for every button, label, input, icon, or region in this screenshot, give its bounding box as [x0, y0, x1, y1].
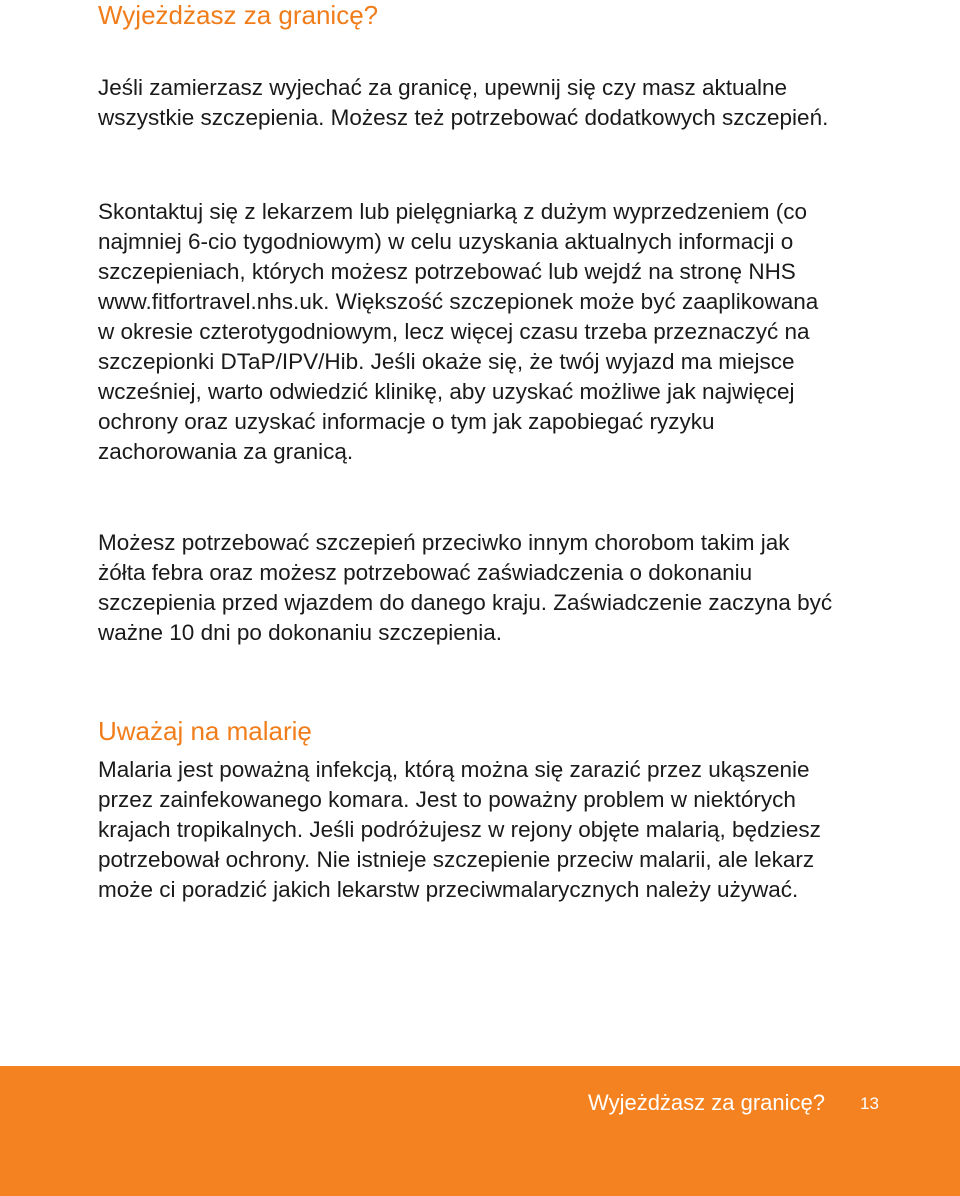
footer-title: Wyjeżdżasz za granicę? — [588, 1090, 826, 1115]
page-number: 13 — [860, 1094, 879, 1113]
paragraph-contact-doctor: Skontaktuj się z lekarzem lub pielęgniarką z dużym wyprzedzeniem (co najmniej 6-cio tygodniowym) w celu uzyskania aktualnych informacji o szczepieniach, których możesz potrzebować lub wejdź na stronę NHS www.fitfortravel.nhs.uk. Większość szczepionek może być zaaplikowana w okresie czterotygodniowym, lecz więcej czasu trzeba przeznaczyć na szczepionki DTaP/IPV/Hib. Jeśli okaże się, że twój wyjazd ma miejsce wcześniej, warto odwiedzić klinikę, aby uzyskać możliwe jak najwięcej ochrony oraz uzyskać informacje o tym jak zapobiegać ryzyku zachorowania za granicą. — [98, 199, 819, 464]
page-heading: Wyjeżdżasz za granicę? — [98, 0, 379, 30]
section-heading-malaria: Uważaj na malarię — [98, 716, 312, 746]
footer-bar — [0, 1066, 960, 1196]
paragraph-intro: Jeśli zamierzasz wyjechać za granicę, upewnij się czy masz aktualne wszystkie szczepienia. Możesz też potrzebować dodatkowych szczepień. — [98, 75, 829, 130]
paragraph-other-vaccines: Możesz potrzebować szczepień przeciwko innym chorobom takim jak żółta febra oraz możesz potrzebować zaświadczenia o dokonaniu szczepienia przed wjazdem do danego kraju. Zaświadczenie zaczyna być ważne 10 dni po dokonaniu szczepienia. — [98, 530, 833, 645]
paragraph-malaria: Malaria jest poważną infekcją, którą można się zarazić przez ukąszenie przez zainfekowanego komara. Jest to poważny problem w niektórych krajach tropikalnych. Jeśli podróżujesz w rejony objęte malarią, będziesz potrzebował ochrony. Nie istnieje szczepienie przeciw malarii, ale lekarz może ci poradzić jakich lekarstw przeciwmalarycznych należy używać. — [98, 757, 821, 902]
